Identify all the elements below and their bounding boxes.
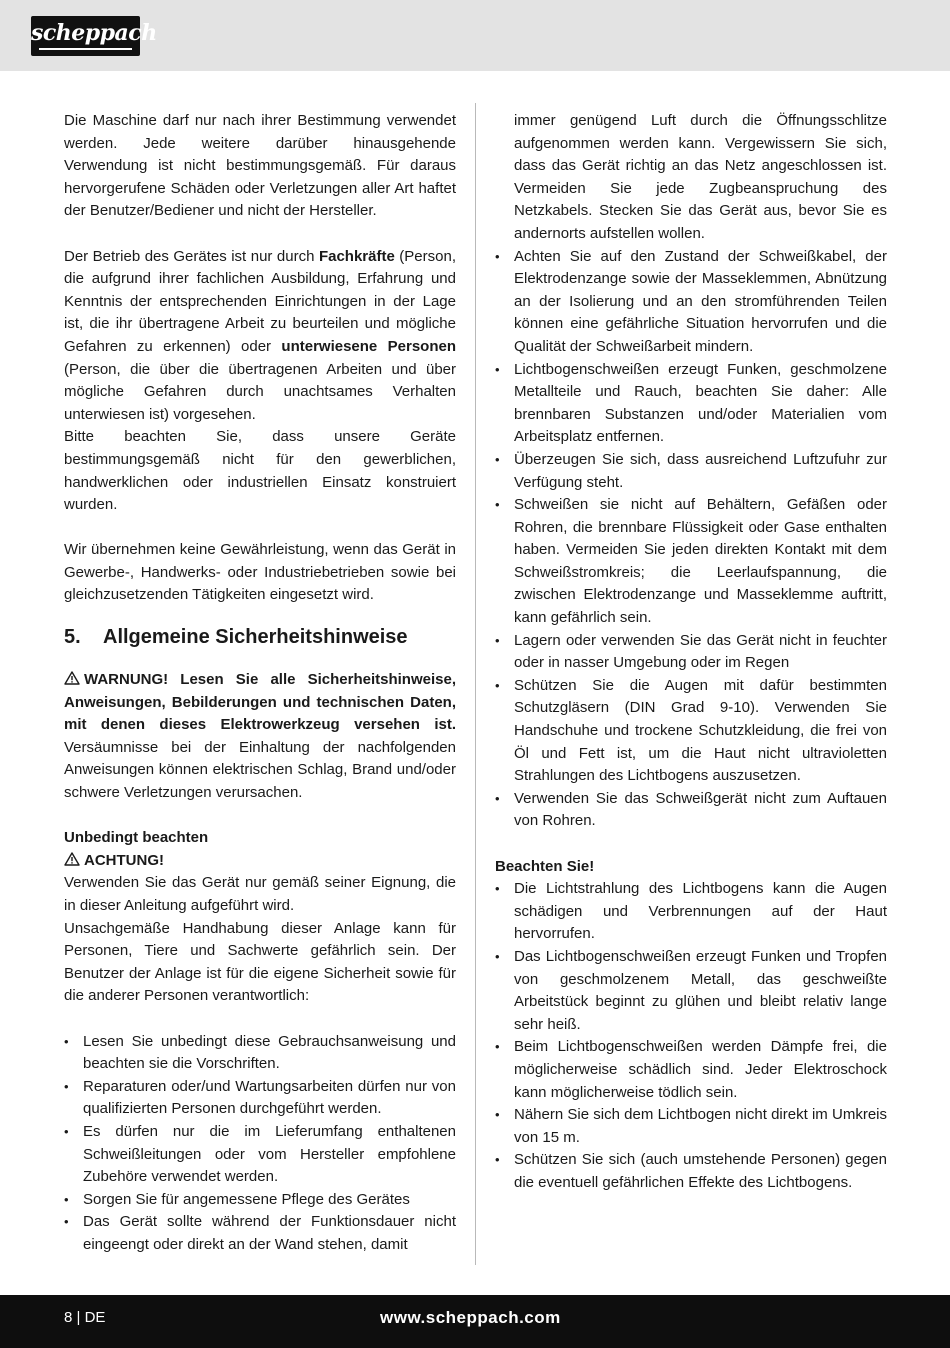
unbedingt-beachten-label: Unbedingt beachten <box>64 829 209 847</box>
list-item: • Nähern Sie sich dem Lichtbogen nicht direkt im Umkreis von 15 m. <box>495 1104 887 1149</box>
operator-paragraph: Der Betrieb des Gerätes ist nur durch Fachkräfte (Person, die aufgrund ihrer fachlichen Ausbildung, Erfahrung und Kenntnis der entsprechenden Einrichtungen in der Lage ist, die ihr übertragene Arbeit zu beurteilen und mögliche Gefahren zu erkennen) oder unterwiesene Personen (Person, die über die übertragenen Arbeiten und über mögliche Gefahren durch unachtsames Verhalten unterwiesen ist) vorgesehen. <box>64 247 456 423</box>
list-item: • Das Lichtbogenschweißen erzeugt Funken und Tropfen von geschmolzenem Metall, das geschweißte Arbeitstück beginnt zu glühen und bleibt relativ lange sehr heiß. <box>495 946 887 1036</box>
list-item: • Verwenden Sie das Schweißgerät nicht zum Auftauen von Rohren. <box>495 788 887 833</box>
list-item: • Beim Lichtbogenschweißen werden Dämpfe frei, die möglicherweise schädlich sind. Jeder Elektroschock kann möglicherweise tödlich sein. <box>495 1036 887 1104</box>
brand-logo <box>31 16 157 56</box>
left-column <box>64 110 456 1257</box>
right-bullet-list-2 <box>495 878 887 1194</box>
beachten-sie-label: Beachten Sie! <box>495 857 595 875</box>
warranty-paragraph: Wir übernehmen keine Gewährleistung, wenn das Gerät in Gewerbe-, Handwerks- oder Industriebetrieben sowie bei gleichzusetzenden Tätigkeiten eingesetzt wird. <box>64 541 456 604</box>
list-item: • Es dürfen nur die im Lieferumfang enthaltenen Schweißleitungen oder vom Hersteller empfohlene Zubehöre verwendet werden. <box>64 1121 456 1189</box>
list-item: • Lichtbogenschweißen erzeugt Funken, geschmolzene Metallteile und Rauch, beachten Sie daher: Alle brennbaren Substanzen und/oder Materialien vom Arbeitsplatz entfernen. <box>495 359 887 449</box>
column-divider <box>475 103 476 1265</box>
logo-underline <box>39 48 132 50</box>
warning-paragraph: WARNUNG! Lesen Sie alle Sicherheitshinweise, Anweisungen, Bebilderungen und technischen Daten, mit denen dieses Elektrowerkzeug versehen ist. Versäumnisse bei der Einhaltung der nachfolgenden Anweisungen können elektrischen Schlag, Brand und/oder schwere Verletzungen verursachen. <box>64 671 456 802</box>
list-item: • Schützen Sie sich (auch umstehende Personen) gegen die eventuell gefährlichen Effekte des Lichtbogens. <box>495 1149 887 1194</box>
list-item-continuation: immer genügend Luft durch die Öffnungsschlitze aufgenommen werden kann. Vergewissern Sie sich, dass das Gerät richtig an das Netz angeschlossen ist. Vermeiden Sie jede Zugbeanspruchung des Netzkabels. Stecken Sie das Gerät aus, bevor Sie es andernorts aufstellen wollen. <box>514 112 887 242</box>
list-item: • Überzeugen Sie sich, dass ausreichend Luftzufuhr zur Verfügung steht. <box>495 449 887 494</box>
list-item: • Lesen Sie unbedingt diese Gebrauchsanweisung und beachten sie die Vorschriften. <box>64 1031 456 1076</box>
commercial-use-paragraph: Bitte beachten Sie, dass unsere Geräte bestimmungsgemäß nicht für den gewerblichen, handwerklichen oder industriellen Einsatz konstruiert wurden. <box>64 428 456 514</box>
list-item: • Achten Sie auf den Zustand der Schweißkabel, der Elektrodenzange sowie der Masseklemmen, Abnützung an der Isolierung und an den stromführenden Teilen können eine gefährliche Situation hervorrufen und die Qualität der Schweißarbeit mindern. <box>495 246 887 359</box>
list-item: • Reparaturen oder/und Wartungsarbeiten dürfen nur von qualifizierten Personen durchgeführt werden. <box>64 1076 456 1121</box>
list-item: • Die Lichtstrahlung des Lichtbogens kann die Augen schädigen und Verbrennungen auf der Haut hervorrufen. <box>495 878 887 946</box>
warning-triangle-icon <box>64 671 80 685</box>
warning-triangle-icon <box>64 852 80 866</box>
right-column <box>495 110 887 1195</box>
suitability-paragraph: Verwenden Sie das Gerät nur gemäß seiner Eignung, die in dieser Anleitung aufgeführt wird. <box>64 874 456 914</box>
achtung-label: ACHTUNG! <box>64 850 456 873</box>
section-heading <box>64 625 456 649</box>
page-number: 8 | DE <box>64 1309 106 1326</box>
page-header <box>0 0 950 71</box>
page-footer <box>0 1295 950 1348</box>
list-item: • Schützen Sie die Augen mit dafür bestimmten Schutzgläsern (DIN Grad 9-10). Verwenden Sie Handschuhe und trockene Schutzkleidung, die frei von Öl und Fett ist, um die Haut nicht ultravioletten Strahlungen des Lichtbogens auszusetzen. <box>495 675 887 788</box>
brand-logo-text: scheppach <box>31 20 157 46</box>
intended-use-paragraph: Die Maschine darf nur nach ihrer Bestimmung verwendet werden. Jede weitere darüber hinausgehende Verwendung ist nicht bestimmungsgemäß. Für daraus hervorgerufene Schäden oder Verletzungen aller Art haftet der Benutzer/Bediener und nicht der Hersteller. <box>64 112 456 220</box>
list-item: • Schweißen sie nicht auf Behältern, Gefäßen oder Rohren, die brennbare Flüssigkeit oder Gase enthalten haben. Vermeiden Sie jeden direkten Kontakt mit dem Schweißstromkreis; die Leerlaufspannung, die zwischen Elektrodenzange und Masseklemme auftritt, kann gefährlich sein. <box>495 494 887 630</box>
section-title: Allgemeine Sicherheitshinweise <box>103 626 408 649</box>
left-bullet-list <box>64 1031 456 1257</box>
website-url: www.scheppach.com <box>380 1308 561 1327</box>
section-number: 5. <box>64 626 81 649</box>
list-item: • Das Gerät sollte während der Funktionsdauer nicht eingeengt oder direkt an der Wand stehen, damit <box>64 1211 456 1256</box>
handling-paragraph: Unsachgemäße Handhabung dieser Anlage kann für Personen, Tiere und Sachwerte gefährlich sein. Der Benutzer der Anlage ist für die eigene Sicherheit sowie für die anderer Personen verantwortlich: <box>64 919 456 1005</box>
list-item: • Sorgen Sie für angemessene Pflege des Gerätes <box>64 1189 456 1212</box>
list-item: • Lagern oder verwenden Sie das Gerät nicht in feuchter oder in nasser Umgebung oder im Regen <box>495 630 887 675</box>
right-bullet-list-1 <box>495 110 887 833</box>
